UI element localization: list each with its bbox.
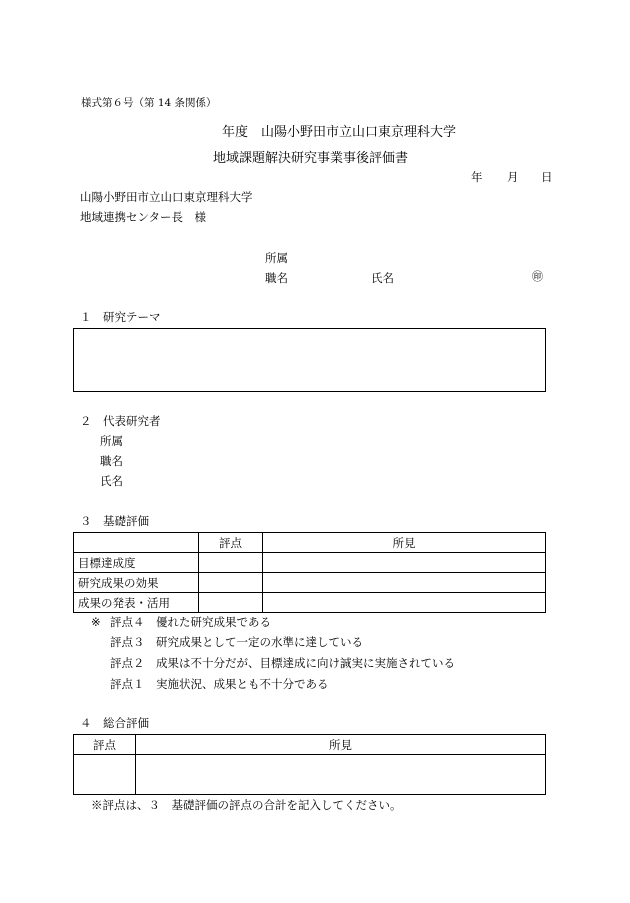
header-findings: 所見 xyxy=(136,735,546,755)
document-title-university: 年度 山陽小野田市立山口東京理科大学 xyxy=(222,125,457,140)
criterion-label: 目標達成度 xyxy=(74,553,199,573)
score-cell[interactable] xyxy=(199,553,263,573)
header-score: 評点 xyxy=(74,735,136,755)
applicant-position-label: 職名 xyxy=(265,271,288,285)
overall-evaluation-table xyxy=(73,734,546,795)
applicant-affiliation-label: 所属 xyxy=(265,251,288,265)
researcher-name-label: 氏名 xyxy=(100,474,123,488)
date-year: 年 xyxy=(471,170,483,184)
table-row xyxy=(74,573,546,593)
seal-mark: ㊞ xyxy=(532,270,543,283)
header-findings: 所見 xyxy=(263,533,546,553)
overall-findings-cell[interactable] xyxy=(136,755,546,795)
score-note-2: 評点２ 成果は不十分だが、目標達成に向け誠実に実施されている xyxy=(110,656,455,670)
table-header-row xyxy=(74,735,546,755)
addressee-university: 山陽小野田市立山口東京理科大学 xyxy=(80,190,253,204)
section-lead-researcher-heading: ２ 代表研究者 xyxy=(80,414,161,428)
header-score: 評点 xyxy=(199,533,263,553)
findings-cell[interactable] xyxy=(263,593,546,613)
table-row xyxy=(74,593,546,613)
score-note-4: 評点４ 優れた研究成果である xyxy=(110,615,271,629)
criterion-label: 研究成果の効果 xyxy=(74,573,199,593)
section-overall-evaluation-heading: ４ 総合評価 xyxy=(80,716,149,730)
applicant-name-label: 氏名 xyxy=(371,271,394,285)
header-blank-cell xyxy=(74,533,199,553)
researcher-position-label: 職名 xyxy=(100,454,123,468)
document-title: 地域課題解決研究事業事後評価書 xyxy=(213,151,409,166)
note-mark: ※ xyxy=(91,615,101,629)
score-note-1: 評点１ 実施状況、成果とも不十分である xyxy=(110,677,329,691)
table-header-row xyxy=(74,533,546,553)
findings-cell[interactable] xyxy=(263,573,546,593)
form-number-label: 様式第６号（第 14 条関係） xyxy=(81,97,217,109)
basic-evaluation-table xyxy=(73,532,546,613)
addressee-title: 地域連携センター長 様 xyxy=(80,210,207,224)
score-note-3: 評点３ 研究成果として一定の水準に達している xyxy=(110,635,363,649)
date-day: 日 xyxy=(541,170,553,184)
date-month: 月 xyxy=(507,170,519,184)
table-row xyxy=(74,755,546,795)
section-basic-evaluation-heading: ３ 基礎評価 xyxy=(80,514,149,528)
research-theme-box[interactable] xyxy=(73,328,546,392)
table-row xyxy=(74,553,546,573)
footnote: ※評点は、３ 基礎評価の評点の合計を記入してください。 xyxy=(91,798,402,812)
overall-score-cell[interactable] xyxy=(74,755,136,795)
findings-cell[interactable] xyxy=(263,553,546,573)
score-cell[interactable] xyxy=(199,573,263,593)
score-cell[interactable] xyxy=(199,593,263,613)
criterion-label: 成果の発表・活用 xyxy=(74,593,199,613)
section-research-theme-heading: １ 研究テーマ xyxy=(80,310,161,324)
researcher-affiliation-label: 所属 xyxy=(100,434,123,448)
